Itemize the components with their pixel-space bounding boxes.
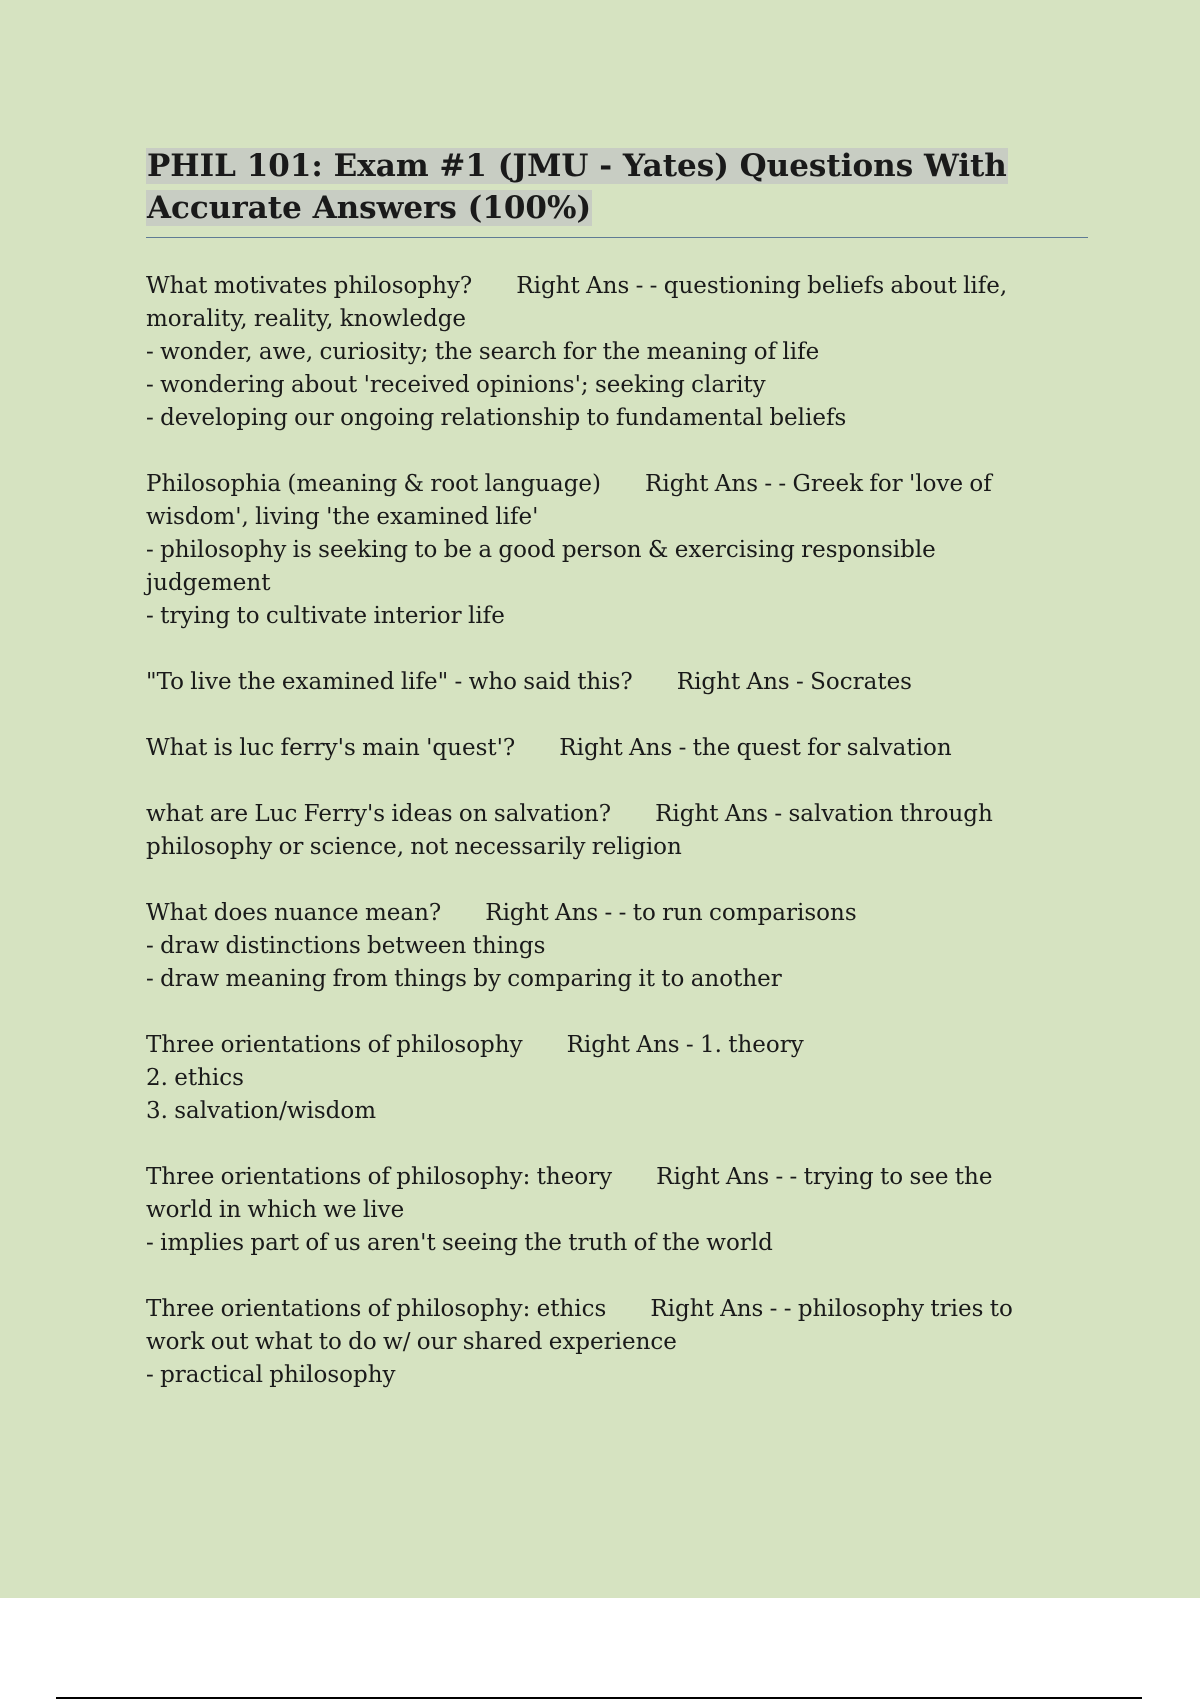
- qa-first-line: [146, 270, 1088, 303]
- answer-text: Right Ans - the quest for salvation: [559, 735, 952, 761]
- qa-item: [146, 1161, 1088, 1260]
- qa-first-line: [146, 897, 1088, 930]
- answer-text: Right Ans - - Greek for 'love of: [645, 471, 992, 497]
- qa-item: [146, 468, 1088, 633]
- qa-item: [146, 1293, 1088, 1392]
- qa-first-line: [146, 1293, 1088, 1326]
- qa-item: [146, 798, 1088, 864]
- document-title: [146, 145, 1088, 229]
- answer-continuation-line: - developing our ongoing relationship to fundamental beliefs: [146, 405, 847, 431]
- qa-item: [146, 732, 1088, 765]
- answer-continuation-line: 2. ethics: [146, 1065, 244, 1091]
- answer-continuation-line: - wonder, awe, curiosity; the search for the meaning of life: [146, 339, 820, 365]
- answer-continuation-line: wisdom', living 'the examined life': [146, 504, 539, 530]
- answer-text: Right Ans - Socrates: [676, 669, 912, 695]
- qa-item: [146, 270, 1088, 435]
- qa-item: [146, 1029, 1088, 1128]
- answer-continuation-line: - draw distinctions between things: [146, 933, 546, 959]
- answer-text: Right Ans - - to run comparisons: [485, 900, 857, 926]
- answer-continuation-line: - draw meaning from things by comparing it to another: [146, 966, 782, 992]
- footer-divider: [56, 1697, 1142, 1699]
- question-text: Three orientations of philosophy: ethics: [146, 1296, 607, 1322]
- qa-item: [146, 666, 1088, 699]
- title-line-1: PHIL 101: Exam #1 (JMU - Yates) Questions With: [147, 148, 1007, 184]
- answer-text: Right Ans - - philosophy tries to: [650, 1296, 1013, 1322]
- question-text: What is luc ferry's main 'quest'?: [146, 735, 516, 761]
- answer-continuation-line: morality, reality, knowledge: [146, 306, 467, 332]
- answer-continuation-line: judgement: [146, 570, 271, 596]
- answer-continuation-line: - trying to cultivate interior life: [146, 603, 505, 629]
- qa-item: [146, 897, 1088, 996]
- answer-text: Right Ans - - questioning beliefs about life,: [516, 273, 1008, 299]
- qa-first-line: [146, 1029, 1088, 1062]
- title-underline: [146, 237, 1088, 238]
- qa-first-line: [146, 666, 1088, 699]
- question-text: Three orientations of philosophy: [146, 1032, 523, 1058]
- answer-continuation-line: work out what to do w/ our shared experience: [146, 1329, 677, 1355]
- document-content: [146, 145, 1088, 1425]
- qa-first-line: [146, 732, 1088, 765]
- question-text: What motivates philosophy?: [146, 273, 473, 299]
- qa-first-line: [146, 468, 1088, 501]
- answer-continuation-line: - wondering about 'received opinions'; seeking clarity: [146, 372, 766, 398]
- question-text: what are Luc Ferry's ideas on salvation?: [146, 801, 612, 827]
- answer-text: Right Ans - 1. theory: [566, 1032, 804, 1058]
- answer-continuation-line: philosophy or science, not necessarily religion: [146, 834, 682, 860]
- answer-continuation-line: 3. salvation/wisdom: [146, 1098, 377, 1124]
- answer-continuation-line: world in which we live: [146, 1197, 405, 1223]
- qa-first-line: [146, 1161, 1088, 1194]
- answer-text: Right Ans - - trying to see the: [656, 1164, 993, 1190]
- qa-first-line: [146, 798, 1088, 831]
- title-line-2: Accurate Answers (100%): [147, 190, 592, 226]
- question-text: Philosophia (meaning & root language): [146, 471, 602, 497]
- answer-continuation-line: - implies part of us aren't seeing the truth of the world: [146, 1230, 773, 1256]
- answer-continuation-line: - practical philosophy: [146, 1362, 396, 1388]
- question-text: What does nuance mean?: [146, 900, 442, 926]
- answer-text: Right Ans - salvation through: [655, 801, 993, 827]
- qa-list: [146, 270, 1088, 1392]
- question-text: "To live the examined life" - who said this?: [146, 669, 633, 695]
- question-text: Three orientations of philosophy: theory: [146, 1164, 613, 1190]
- answer-continuation-line: - philosophy is seeking to be a good person & exercising responsible: [146, 537, 936, 563]
